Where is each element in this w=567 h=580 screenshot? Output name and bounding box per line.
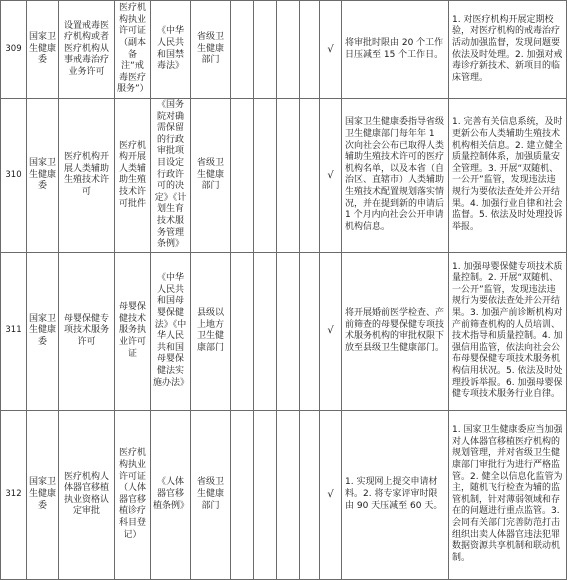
empty-cell	[254, 1, 277, 99]
check-mark: √	[320, 410, 342, 579]
certificate-cell: 医疗机构执业许可证（人体器官移植诊疗科目登记）	[115, 410, 151, 579]
empty-cell	[277, 252, 300, 410]
empty-cell	[231, 252, 254, 410]
reform-detail-cell: 国家卫生健康委指导省级卫生健康部门每年年 1 次向社会公布已取得人类辅助生殖技术许可的医疗机构名单，以及本省（自治区、直辖市）人类辅助生殖技术配置规划落实情况，并在提到新的申请后 1 个月内向社会公开申请机构信息。	[342, 99, 449, 253]
table-row	[1, 1, 567, 99]
supervision-measures-cell: 1. 加强母婴保健专项技术质量控制。2. 开展“双随机、一公开”监管，发现违法违规行为要依法查处并公开结果。3. 加强产前诊断机构对产前筛查机构的人员培训、技术指导和质量控制。4. 加强信用监管，依法向社会公布母婴保健专项技术服务机构信用状况。5. 依法及时处理投诉举报。6. 加强母婴保健专项技术服务行业自律。	[449, 252, 567, 410]
legal-basis-cell: 《中华人民共和国禁毒法》	[151, 1, 191, 99]
row-number: 309	[1, 1, 27, 99]
row-number: 310	[1, 99, 27, 253]
row-number: 312	[1, 410, 27, 579]
table-row	[1, 410, 567, 579]
item-name-cell: 医疗机构开展人类辅助生殖技术许可	[59, 99, 115, 253]
legal-basis-cell: 《中华人民共和国母婴保健法》《中华人民共和国母婴保健法实施办法》	[151, 252, 191, 410]
item-name-cell: 设置戒毒医疗机构或者医疗机构从事戒毒治疗业务许可	[59, 1, 115, 99]
department-cell: 国家卫生健康委	[27, 252, 59, 410]
legal-basis-cell: 《国务院对确需保留的行政审批项目设定行政许可的决定》《计划生育技术服务管理条例》	[151, 99, 191, 253]
table-row	[1, 252, 567, 410]
approval-level-cell: 省级卫生健康部门	[191, 99, 231, 253]
empty-cell	[254, 99, 277, 253]
legal-basis-cell: 《人体器官移植条例》	[151, 410, 191, 579]
check-mark: √	[320, 99, 342, 253]
check-mark: √	[320, 252, 342, 410]
reform-detail-cell: 1. 实现网上提交申请材料。2. 将专家评审时限由 90 天压减至 60 天。	[342, 410, 449, 579]
empty-cell	[231, 99, 254, 253]
table-row	[1, 99, 567, 253]
check-mark: √	[320, 1, 342, 99]
reform-detail-cell: 将开展婚前医学检查、产前筛查的母婴保健专项技术服务机构的审批权限下放至县级卫生健康部门。	[342, 252, 449, 410]
empty-cell	[231, 1, 254, 99]
department-cell: 国家卫生健康委	[27, 1, 59, 99]
empty-cell	[300, 252, 320, 410]
approval-level-cell: 省级卫生健康部门	[191, 1, 231, 99]
empty-cell	[300, 410, 320, 579]
department-cell: 国家卫生健康委	[27, 99, 59, 253]
certificate-cell: 母婴保健技术服务执业许可证	[115, 252, 151, 410]
approval-level-cell: 县级以上地方卫生健康部门	[191, 252, 231, 410]
item-name-cell: 母婴保健专项技术服务许可	[59, 252, 115, 410]
empty-cell	[300, 1, 320, 99]
supervision-measures-cell: 1. 国家卫生健康委应当加强对人体器官移植医疗机构的规划管理，并对省级卫生健康部门审批行为进行严格监管。2. 健全以信息化监管为主，随机飞行检查为辅的监管机制，针对薄弱领域和存在的问题进行重点监管。3. 会同有关部门完善防范打击组织出卖人体器官违法犯罪数据资源共享机制和联动机制。	[449, 410, 567, 579]
empty-cell	[277, 410, 300, 579]
department-cell: 国家卫生健康委	[27, 410, 59, 579]
empty-cell	[231, 410, 254, 579]
supervision-measures-cell: 1. 完善有关信息系统，及时更新公布人类辅助生殖技术机构相关信息。2. 建立健全质量控制体系，加强质量安全管理。3. 开展“双随机、一公开”监管，发现违法违规行为要依法查处并公开结果。4. 加强行业自律和社会监督。5. 依法及时处理投诉举报。	[449, 99, 567, 253]
empty-cell	[254, 410, 277, 579]
empty-cell	[300, 99, 320, 253]
certificate-cell: 医疗机构开展人类辅助生殖技术许可批件	[115, 99, 151, 253]
empty-cell	[277, 1, 300, 99]
row-number: 311	[1, 252, 27, 410]
reform-detail-cell: 将审批时限由 20 个工作日压减至 15 个工作日。	[342, 1, 449, 99]
item-name-cell: 医疗机构人体器官移植执业资格认定审批	[59, 410, 115, 579]
empty-cell	[277, 99, 300, 253]
approval-level-cell: 省级卫生健康部门	[191, 410, 231, 579]
certificate-cell: 医疗机构执业许可证（副本备注“戒毒医疗服务”）	[115, 1, 151, 99]
supervision-measures-cell: 1. 对医疗机构开展定期校验，对医疗机构的戒毒治疗活动加强监督，发现问题要依法及时处理。2. 加强对戒毒诊疗新技术、新项目的临床管理。	[449, 1, 567, 99]
empty-cell	[254, 252, 277, 410]
